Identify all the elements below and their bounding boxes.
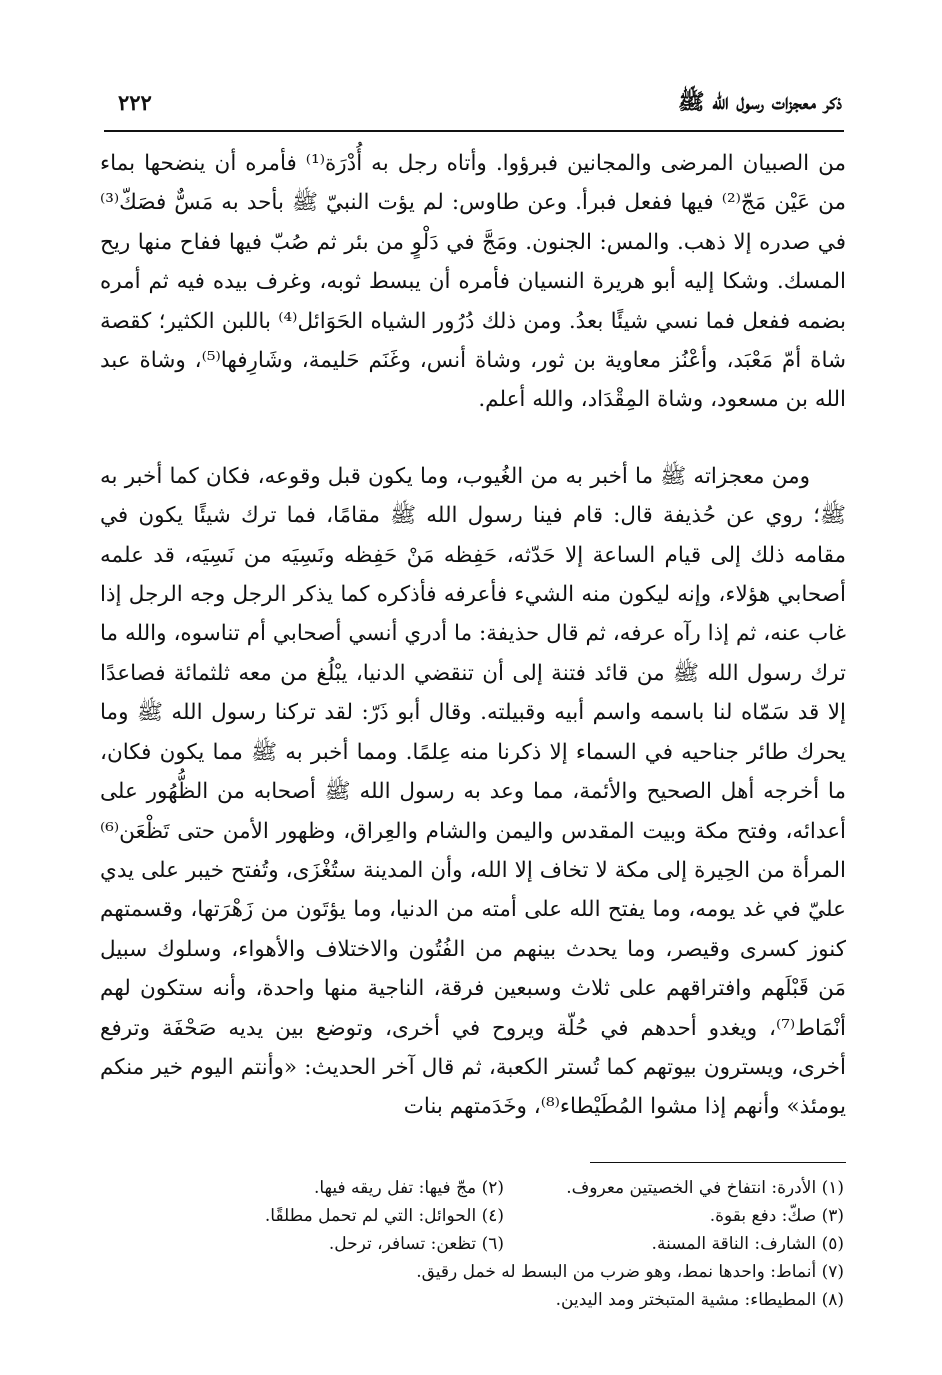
footnote-number: (٧) [821,1262,844,1282]
footnote-row [150,1259,844,1287]
footnote-number: (٤) [481,1206,504,1226]
running-header [118,86,842,122]
footnote-number: (٢) [481,1178,504,1198]
footnote-number: (١) [821,1178,844,1198]
footnote-row [150,1287,844,1315]
paragraph: من الصبيان المرضى والمجانين فبرؤوا. وأتاه رجل به أُدْرَة⁽¹⁾ فأمره أن ينضحها بماء من عَيْن مَجّ⁽²⁾ فيها ففعل فبرأ. وعن طاوس: لم يؤت النبيّ ﷺ بأحد به مَسٌّ فصَكّ⁽³⁾ في صدره إلا ذهب. والمس: الجنون. ومَجَّ في دَلْوٍ من بئر ثم صُبّ فيها ففاح منها ريح المسك. وشكا إليه أبو هريرة النسيان فأمره أن يبسط ثوبه، وغرف بيده فيه ثم أمره بضمه ففعل فما نسي شيئًا بعدُ. ومن ذلك دُرُور الشياه الحَوَائل⁽⁴⁾ باللبن الكثير؛ كقصة شاة أمّ مَعْبَد، وأعْنُز معاوية بن ثور، وشاة أنس، وغَنَم حَليمة، وشَارِفها⁽⁵⁾، وشاة عبد الله بن مسعود، وشاة المِقْدَاد، والله أعلم. [100,151,847,413]
footnote-item [164,1175,504,1203]
main-text [100,144,846,1127]
footnote-item [164,1231,504,1259]
footnote-item [504,1175,844,1203]
footnote-number: (٥) [821,1234,844,1254]
chapter-title: ذكر معجزات رسول الله ﷺ [677,89,842,115]
footnotes [150,1175,844,1315]
footnote-text: المطيطاء: مشية المتبختر ومد اليدين. [555,1290,817,1310]
footnote-item [150,1259,844,1287]
footnote-number: (٨) [821,1290,844,1310]
footnote-row [150,1175,844,1203]
paragraph: ومن معجزاته ﷺ ما أخبر به من الغُيوب، وما يكون قبل وقوعه، فكان كما أخبر به ﷺ؛ روي عن حُذيفة قال: قام فينا رسول الله ﷺ مقامًا، فما ترك شيئًا يكون في مقامه ذلك إلى قيام الساعة إلا حَدّثه، حَفِظه مَنْ حَفِظه ونَسِيَه من نَسِيَه، قد علمه أصحابي هؤلاء، وإنه ليكون منه الشيء فأعرفه فأذكره كما يذكر الرجل وجه الرجل إذا غاب عنه، ثم إذا رآه عرفه، ثم قال حذيفة: ما أدري أنسي أصحابي أم تناسوه، والله ما ترك رسول الله ﷺ من قائد فتنة إلى أن تنقضي الدنيا، يبْلُغ من معه ثلثمائة فصاعدًا إلا قد سَمّاه لنا باسمه واسم أبيه وقبيلته. وقال أبو ذَرّ: لقد تركنا رسول الله ﷺ وما يحرك طائر جناحيه في السماء إلا ذكرنا منه عِلمًا. ومما أخبر به ﷺ مما يكون فكان، ما أخرجه أهل الصحيح والأئمة، مما وعد به رسول الله ﷺ أصحابه من الظُّهُور على أعدائه، وفتح مكة وبيت المقدس واليمن والشام والعِراق، وظهور الأمن حتى تَظْعَن⁽⁶⁾ المرأة من الحِيرة إلى مكة لا تخاف إلا الله، وأن المدينة ستُغْزَى، وتُفتح خيبر على يدي عليّ في غد يومه، وما يفتح الله على أمته من الدنيا، وما يؤتَون من زَهْرَتها، وقسمتهم كنوز كسرى وقيصر، وما يحدث بينهم من الفُتُون والاختلاف والأهواء، وسلوك سبيل مَن قَبْلَهم وافتراقهم على ثلاث وسبعين فرقة، الناجية منها واحدة، وأنه ستكون لهم أنْمَاط⁽⁷⁾، ويغدو أحدهم في حُلّة ويروح في أخرى، وتوضع بين يديه صَحْفَة وترفع أخرى، ويسترون بيوتهم كما تُستر الكعبة، ثم قال آخر الحديث: «وأنتم اليوم خير منكم يومئذ» وأنهم إذا مشوا المُطَيْطاء⁽⁸⁾، وخَدَمتهم بنات [100,463,846,1120]
footnote-number: (٦) [481,1234,504,1254]
footnote-divider [590,1162,846,1163]
footnote-item [150,1287,844,1315]
footnote-row [150,1231,844,1259]
footnote-item [504,1203,844,1231]
footnote-text: تظعن: تسافر، ترحل. [328,1234,477,1254]
footnote-text: مجّ فيها: تفل ريقه فيها. [313,1178,477,1198]
footnote-text: أنماط: واحدها نمط، وهو ضرب من البسط له خمل رقيق. [416,1262,817,1282]
footnote-text: صكّ: دفع بقوة. [709,1206,817,1226]
footnote-item [504,1231,844,1259]
footnote-text: الحوائل: التي لم تحمل مطلقًا. [264,1206,477,1226]
footnote-text: الشارف: الناقة المسنة. [651,1234,817,1254]
footnote-number: (٣) [821,1206,844,1226]
header-divider [104,130,844,132]
footnote-item [164,1203,504,1231]
footnote-row [150,1203,844,1231]
page-number: ٢٢٢ [118,90,152,115]
footnote-text: الأدرة: انتفاخ في الخصيتين معروف. [566,1178,817,1198]
